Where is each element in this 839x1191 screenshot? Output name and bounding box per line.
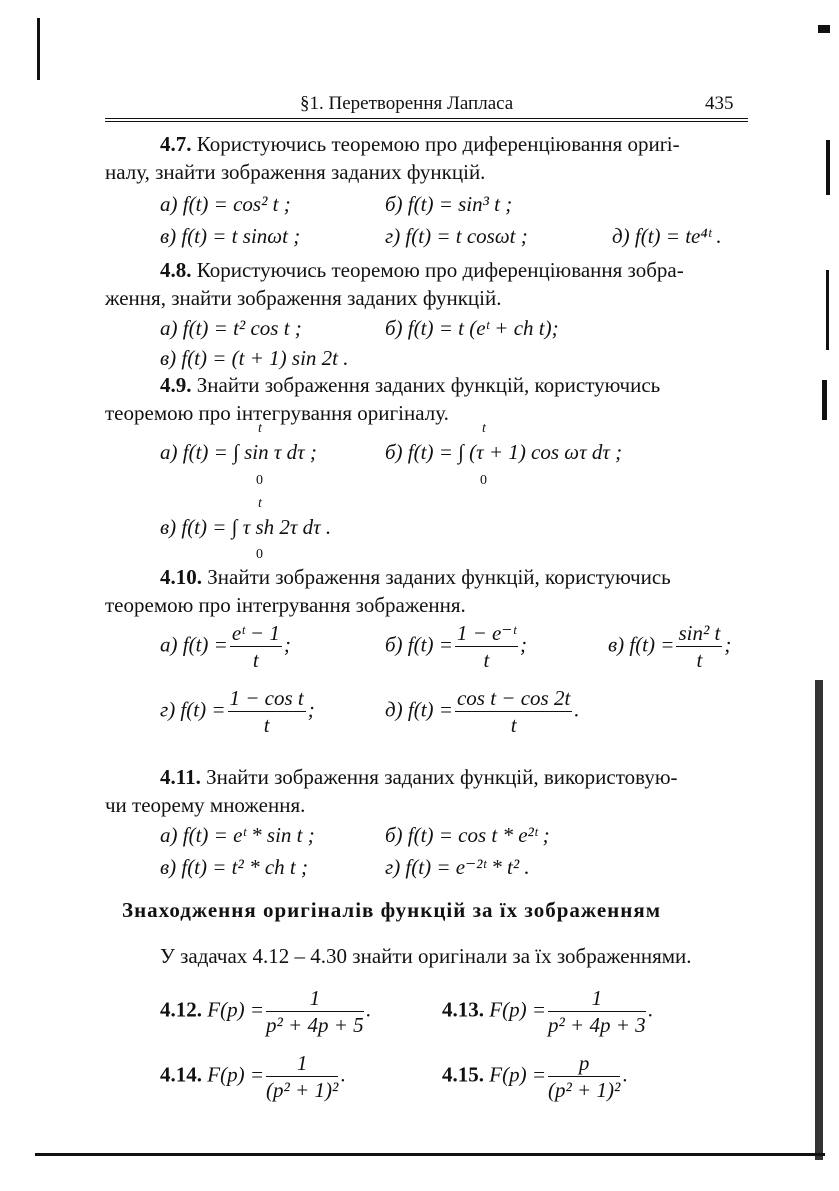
task-4-11: 4.11. Знайти зображення заданих функцій, використовую- чи теорему множення. — [105, 765, 678, 817]
task-4-9-b: б) f(t) = ∫ (τ + 1) cos ωτ dτ ; — [385, 440, 623, 464]
scan-mark-right-3 — [826, 270, 829, 350]
task-4-15: 4.15. F(p) = $\frac{p}{\text{(p² + 1)²}}$ . — [442, 1051, 628, 1102]
int-upper-b: t — [482, 421, 486, 436]
fraction: $\frac{1}{\text{p² + 4p + 5}}$ — [266, 986, 364, 1037]
page-number: 435 — [705, 93, 734, 114]
task-4-7-a: а) f(t) = cos² t ; — [160, 192, 291, 216]
int-lower-c: 0 — [256, 547, 263, 562]
task-4-10-c: в) f(t) = $\frac{\text{sin² t}}{t}$ ; — [608, 621, 732, 672]
header-rule — [105, 118, 748, 119]
task-4-10-a: а) f(t) = $\frac{\text{eᵗ − 1}}{t}$ ; — [160, 621, 291, 672]
task-4-10: 4.10. Знайти зображення заданих функцій, користуючись теоремою про інтеrрування зображення. — [105, 565, 671, 617]
header-rule-2 — [105, 121, 748, 122]
task-4-10-e: д) f(t) = $\frac{\text{cos t − cos 2t}}{t}$ . — [385, 686, 580, 737]
running-header: §1. Перетворення Лапласа — [300, 93, 514, 114]
int-upper-a: t — [258, 421, 262, 436]
task-4-7-d: г) f(t) = t cosωt ; — [385, 224, 528, 248]
task-4-11-c: в) f(t) = t² * ch t ; — [160, 855, 308, 879]
section-intro: У задачах 4.12 – 4.30 знайти оригінали за їх зображеннями. — [160, 944, 692, 968]
task-4-8-b: б) f(t) = t (eᵗ + ch t); — [385, 316, 559, 340]
task-4-9: 4.9. Знайти зображення заданих функцій, користуючись теоремою про інтегрування оригіналу. — [105, 373, 661, 425]
int-lower-a: 0 — [256, 473, 263, 488]
fraction: $\frac{p}{\text{(p² + 1)²}}$ — [548, 1051, 621, 1102]
scan-mark-right-5 — [815, 680, 823, 1160]
task-4-12: 4.12. F(p) = $\frac{1}{\text{p² + 4p + 5}}$ . — [160, 986, 371, 1037]
task-4-7-c: в) f(t) = t sinωt ; — [160, 224, 301, 248]
scan-mark-left — [37, 18, 40, 80]
task-4-11-b: б) f(t) = cos t * e²ᵗ ; — [385, 823, 550, 847]
bottom-rule — [35, 1153, 825, 1156]
task-4-9-a: а) f(t) = ∫ sin τ dτ ; — [160, 440, 317, 464]
task-4-8-a: а) f(t) = t² cos t ; — [160, 316, 302, 340]
task-4-7-e: д) f(t) = te⁴ᵗ . — [612, 224, 722, 248]
fraction: $\frac{\text{1 − e⁻ᵗ}}{t}$ — [456, 621, 516, 672]
task-4-13: 4.13. F(p) = $\frac{1}{\text{p² + 4p + 3}}$ . — [442, 986, 653, 1037]
fraction: $\frac{1}{\text{(p² + 1)²}}$ — [266, 1051, 339, 1102]
task-4-10-d: г) f(t) = $\frac{\text{1 − cos t}}{t}$ ; — [160, 686, 315, 737]
scan-mark-right-2 — [826, 140, 830, 195]
task-4-8: 4.8. Користуючись теоремою про диференціювання зобра- ження, знайти зображення заданих функцій. — [105, 258, 684, 310]
task-4-9-c: в) f(t) = ∫ τ sh 2τ dτ . — [160, 515, 332, 539]
scan-mark-right-4 — [822, 380, 827, 420]
scan-mark-right-1 — [818, 25, 830, 33]
task-4-11-a: а) f(t) = eᵗ * sin t ; — [160, 823, 315, 847]
task-4-11-d: г) f(t) = e⁻²ᵗ * t² . — [385, 855, 530, 879]
fraction: $\frac{\text{cos t − cos 2t}}{t}$ — [456, 686, 571, 737]
task-4-7-b: б) f(t) = sin³ t ; — [385, 192, 513, 216]
fraction: $\frac{\text{eᵗ − 1}}{t}$ — [231, 621, 280, 672]
fraction: $\frac{\text{1 − cos t}}{t}$ — [229, 686, 304, 737]
fraction: $\frac{1}{\text{p² + 4p + 3}}$ — [548, 986, 646, 1037]
task-4-14: 4.14. F(p) = $\frac{1}{\text{(p² + 1)²}}$ . — [160, 1051, 346, 1102]
fraction: $\frac{\text{sin² t}}{t}$ — [678, 621, 721, 672]
task-4-7: 4.7. Користуючись теоремою про диференціювання ориrі- налу, знайти зображення заданих функцій. — [105, 132, 680, 184]
task-4-8-c: в) f(t) = (t + 1) sin 2t . — [160, 346, 349, 370]
int-upper-c: t — [258, 496, 262, 511]
int-lower-b: 0 — [480, 473, 487, 488]
task-4-10-b: б) f(t) = $\frac{\text{1 − e⁻ᵗ}}{t}$ ; — [385, 621, 527, 672]
section-title: Знаходження оригіналів функцій за їх зображенням — [122, 898, 662, 922]
